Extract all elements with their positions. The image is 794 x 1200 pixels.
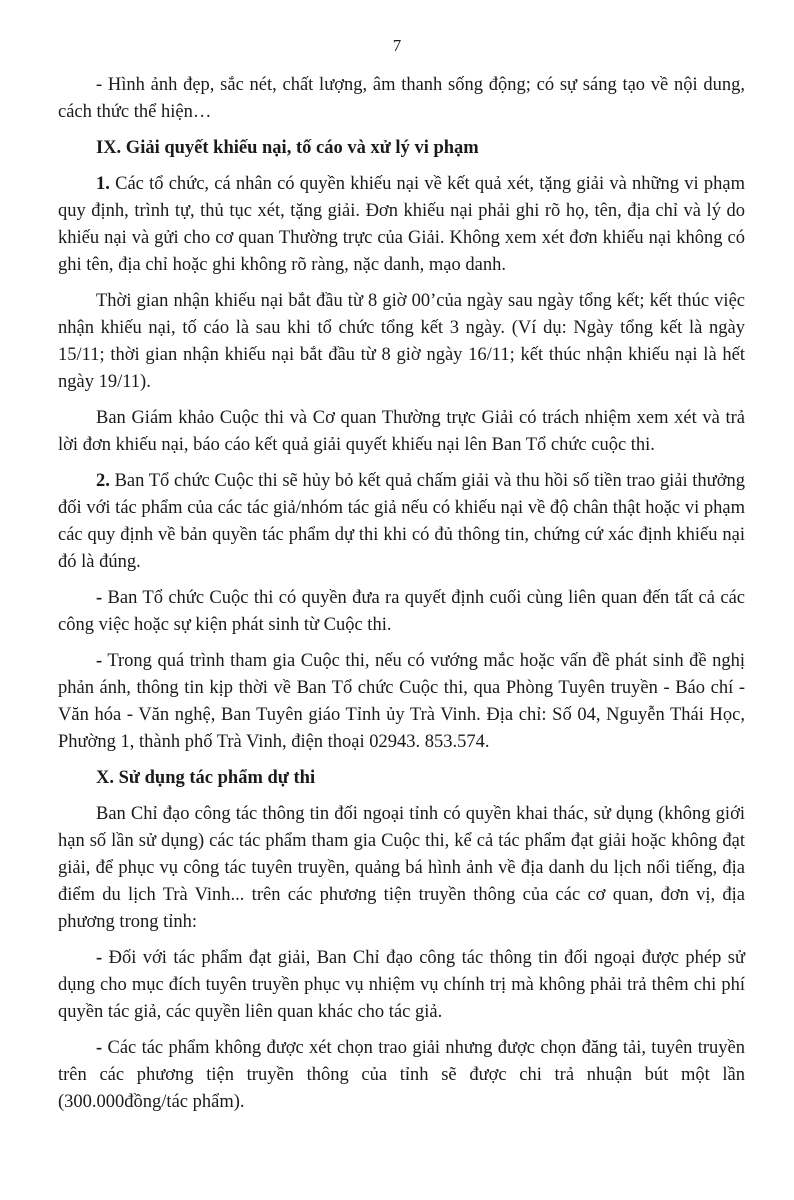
paragraph: [58, 648, 745, 756]
paragraph-text: Các tổ chức, cá nhân có quyền khiếu nại về kết quả xét, tặng giải và những vi phạm quy định, trình tự, thủ tục xét, tặng giải. Đơn khiếu nại phải ghi rõ họ, tên, địa chỉ và lý do khiếu nại và gửi cho cơ quan Thường trực của Giải. Không xem xét đơn khiếu nại không có ghi tên, địa chỉ hoặc ghi không rõ ràng, nặc danh, mạo danh.: [58, 174, 745, 275]
paragraph: [58, 171, 745, 279]
paragraph: [58, 945, 745, 1026]
item-number: 2.: [96, 471, 110, 491]
section-heading-ix: IX. Giải quyết khiếu nại, tố cáo và xử lý vi phạm: [96, 138, 479, 158]
bullet-dash: -: [96, 948, 103, 968]
paragraph: [58, 468, 745, 576]
paragraph-text: Ban Chỉ đạo công tác thông tin đối ngoại tỉnh có quyền khai thác, sử dụng (không giới hạn số lần sử dụng) các tác phẩm tham gia Cuộc thi, kể cả tác phẩm đạt giải hoặc không đạt giải, để phục vụ công tác tuyên truyền, quảng bá hình ảnh về địa danh du lịch nổi tiếng, địa điểm du lịch Trà Vinh... trên các phương tiện truyền thông của các cơ quan, đơn vị, địa phương trong tỉnh:: [58, 804, 745, 932]
paragraph-text: Thời gian nhận khiếu nại bắt đầu từ 8 giờ 00’của ngày sau ngày tổng kết; kết thúc việc nhận khiếu nại, tố cáo là sau khi tổ chức tổng kết 3 ngày. (Ví dụ: Ngày tổng kết là ngày 15/11; thời gian nhận khiếu nại bắt đầu từ 8 giờ ngày 16/11; kết thúc nhận khiếu nại là hết ngày 19/11).: [58, 291, 745, 392]
bullet-dash: -: [96, 1038, 103, 1058]
paragraph: [58, 405, 745, 459]
paragraph-text: - Hình ảnh đẹp, sắc nét, chất lượng, âm thanh sống động; có sự sáng tạo về nội dung, cách thức thể hiện…: [58, 75, 745, 122]
paragraph-text: Các tác phẩm không được xét chọn trao giải nhưng được chọn đăng tải, tuyên truyền trên các phương tiện truyền thông của tỉnh sẽ được chi trả nhuận bút một lần (300.000đồng/tác phẩm).: [58, 1038, 745, 1112]
paragraph: [58, 585, 745, 639]
paragraph-text: Ban Tổ chức Cuộc thi có quyền đưa ra quyết định cuối cùng liên quan đến tất cả các công việc hoặc sự kiện phát sinh từ Cuộc thi.: [58, 588, 745, 635]
section-heading-x: X. Sử dụng tác phẩm dự thi: [96, 768, 316, 788]
paragraph-text: Trong quá trình tham gia Cuộc thi, nếu có vướng mắc hoặc vấn đề phát sinh đề nghị phản ánh, thông tin kịp thời về Ban Tổ chức Cuộc thi, qua Phòng Tuyên truyền - Báo chí - Văn hóa - Văn nghệ, Ban Tuyên giáo Tỉnh ủy Trà Vinh. Địa chỉ: Số 04, Nguyễn Thái Học, Phường 1, thành phố Trà Vinh, điện thoại 02943. 853.574.: [58, 651, 745, 752]
document-body: [58, 72, 745, 1125]
paragraph: [58, 288, 745, 396]
paragraph-text: Ban Tổ chức Cuộc thi sẽ hủy bỏ kết quả chấm giải và thu hồi số tiền trao giải thưởng đối với tác phẩm của các tác giả/nhóm tác giả nếu có khiếu nại về độ chân thật hoặc vi phạm các quy định về bản quyền tác phẩm dự thi khi có đủ thông tin, chứng cứ xác định khiếu nại đó là đúng.: [58, 471, 745, 572]
paragraph: [58, 801, 745, 936]
bullet-dash: -: [96, 588, 103, 608]
item-number: 1.: [96, 174, 110, 194]
paragraph-text: Ban Giám khảo Cuộc thi và Cơ quan Thường trực Giải có trách nhiệm xem xét và trả lời đơn khiếu nại, báo cáo kết quả giải quyết khiếu nại lên Ban Tổ chức cuộc thi.: [58, 408, 745, 455]
page-number: 7: [392, 36, 402, 55]
paragraph-text: Đối với tác phẩm đạt giải, Ban Chỉ đạo công tác thông tin đối ngoại được phép sử dụng cho mục đích tuyên truyền phục vụ nhiệm vụ chính trị mà không phải trả thêm chi phí quyền tác giả, các quyền liên quan khác cho tác giả.: [58, 948, 745, 1022]
paragraph: [58, 72, 745, 126]
bullet-dash: -: [96, 651, 103, 671]
paragraph: [58, 1035, 745, 1116]
